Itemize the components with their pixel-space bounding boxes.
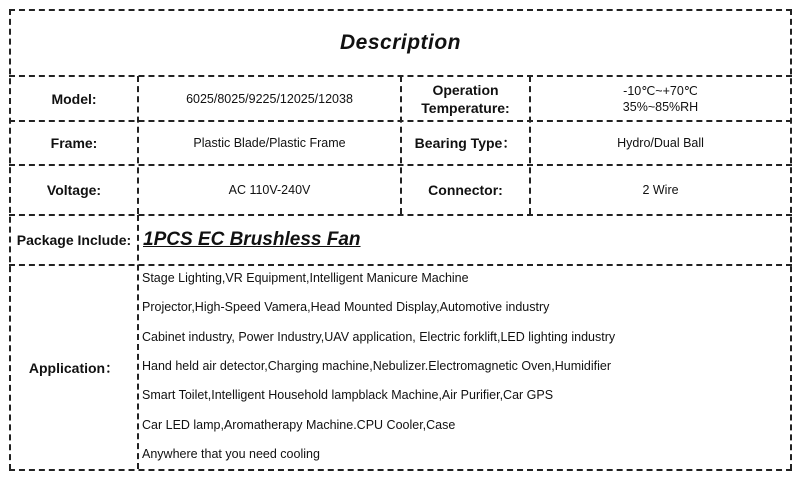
temperature-range: -10℃~+70℃	[623, 83, 698, 98]
application-item: Projector,High-Speed Vamera,Head Mounted Display,Automotive industry	[142, 300, 550, 314]
grid-line-right	[790, 9, 792, 470]
operation-temperature-value	[531, 77, 790, 120]
bearing-type-label: Bearing Type：	[414, 135, 517, 151]
humidity-range: 35%~85%RH	[622, 99, 699, 114]
package-value: 1PCS EC Brushless Fan	[143, 229, 361, 250]
frame-label: Frame:	[50, 135, 98, 151]
voltage-value: AC 110V-240V	[228, 183, 311, 197]
model-label: Model:	[51, 90, 97, 107]
application-item: Hand held air detector,Charging machine,Nebulizer.Electromagnetic Oven,Humidifier	[142, 359, 611, 373]
operation-temperature-label	[402, 77, 529, 120]
operation-label-line1: Operation	[432, 81, 499, 98]
application-label: Application：	[28, 359, 120, 376]
application-item: Stage Lighting,VR Equipment,Intelligent Manicure Machine	[142, 271, 469, 285]
application-item: Cabinet industry, Power Industry,UAV application, Electric forklift,LED lighting industry	[142, 330, 616, 344]
application-item: Smart Toilet,Intelligent Household lampblack Machine,Air Purifier,Car GPS	[142, 388, 554, 402]
model-value: 6025/8025/9225/12025/12038	[186, 91, 353, 106]
operation-label-line2: Temperature:	[421, 99, 510, 116]
package-label: Package Include:	[16, 232, 132, 248]
application-item: Anywhere that you need cooling	[142, 447, 320, 461]
connector-label: Connector:	[428, 182, 503, 198]
connector-value: 2 Wire	[642, 183, 679, 197]
grid-line-bottom	[9, 469, 792, 471]
bearing-type-value: Hydro/Dual Ball	[617, 136, 704, 150]
voltage-label: Voltage:	[46, 182, 102, 198]
page-title: Description	[339, 31, 462, 54]
frame-value: Plastic Blade/Plastic Frame	[193, 136, 346, 150]
application-item: Car LED lamp,Aromatherapy Machine.CPU Cooler,Case	[142, 418, 456, 432]
